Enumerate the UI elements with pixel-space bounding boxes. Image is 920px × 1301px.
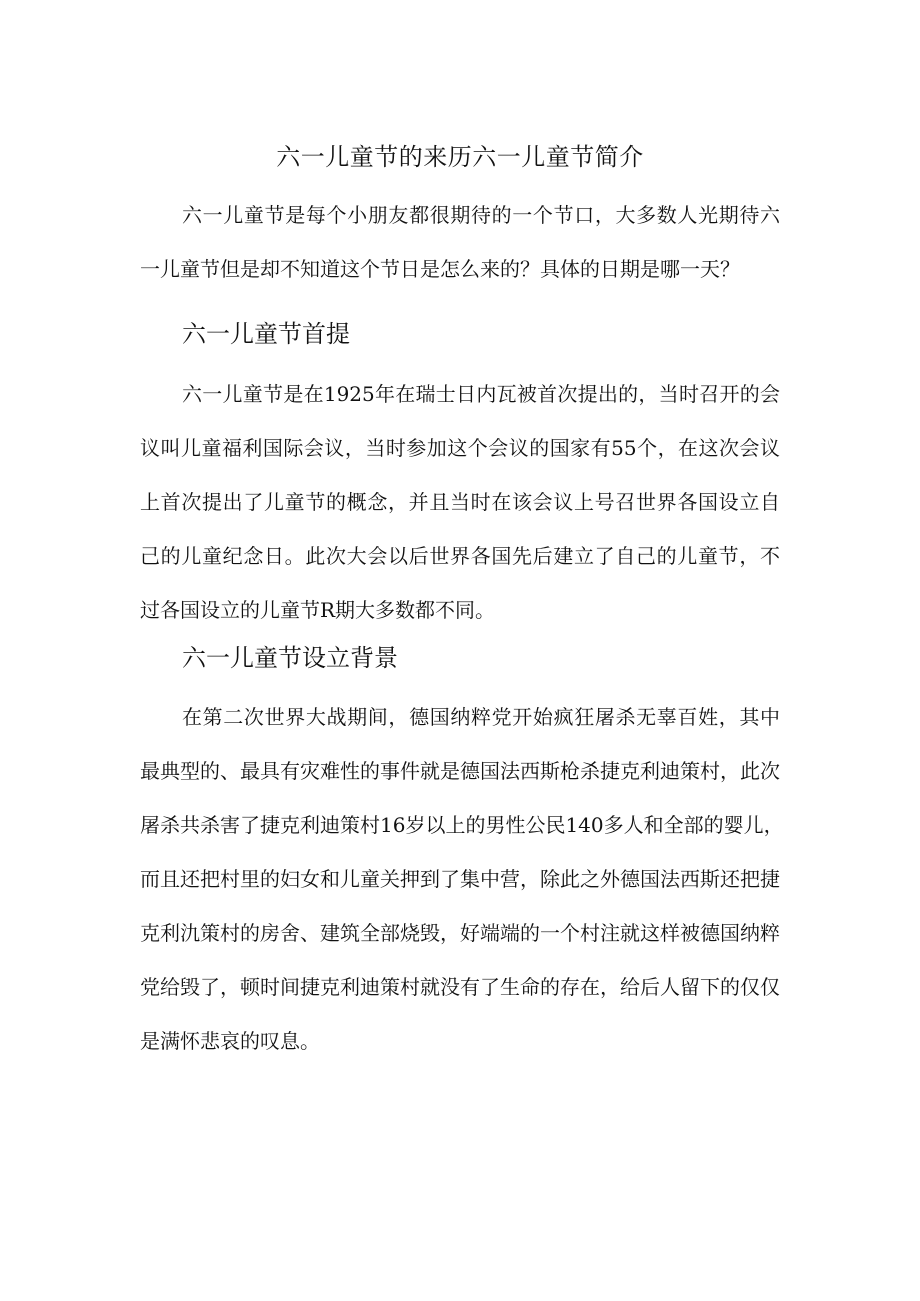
- paragraph-line: 党给毁了，顿时间捷克利迪策村就没有了生命的存在，给后人留下的仅仅: [140, 975, 780, 999]
- section-heading-background: 六一儿童节设立背景: [182, 644, 398, 672]
- paragraph-line: 六一儿童节是在1925年在瑞士日内瓦被首次提出的，当时召开的会: [182, 382, 780, 406]
- paragraph-line: 是满怀悲哀的叹息。: [140, 1029, 320, 1053]
- paragraph-line: 在第二次世界大战期间，德国纳粹党开始疯狂屠杀无辜百姓，其中: [182, 705, 780, 729]
- paragraph-line: 一儿童节但是却不知道这个节日是怎么来的？具体的日期是哪一天？: [140, 257, 740, 281]
- paragraph-line: 屠杀共杀害了捷克利迪策村16岁以上的男性公民140多人和全部的婴儿，: [140, 813, 784, 837]
- paragraph-line: 过各国设立的儿童节R期大多数都不同。: [140, 598, 496, 622]
- section-heading-first-proposal: 六一儿童节首提: [182, 320, 350, 348]
- section-paragraph-first-proposal: [140, 367, 780, 637]
- section-paragraph-background: [140, 690, 784, 1068]
- intro-paragraph: [140, 188, 780, 296]
- paragraph-line: 最典型的、最具有灾难性的事件就是德国法西斯枪杀捷克利迪策村，此次: [140, 759, 780, 783]
- paragraph-line: 己的儿童纪念日。此次大会以后世界各国先后建立了自己的儿童节，不: [140, 544, 780, 568]
- paragraph-line: 六一儿童节是每个小朋友都很期待的一个节口，大多数人光期待六: [182, 203, 780, 227]
- paragraph-line: 上首次提出了儿童节的概念，并且当时在该会议上号召世界各国设立自: [140, 490, 780, 514]
- paragraph-line: 而且还把村里的妇女和儿童关押到了集中营，除此之外德国法西斯还把捷: [140, 867, 780, 891]
- paragraph-line: 议叫儿童福利国际会议，当时参加这个会议的国家有55个，在这次会议: [140, 436, 780, 460]
- page-title: 六一儿童节的来历六一儿童节简介: [276, 143, 644, 171]
- paragraph-line: 克利氿策村的房舍、建筑全部烧毁，好端端的一个村注就这样被德国纳粹: [140, 921, 780, 945]
